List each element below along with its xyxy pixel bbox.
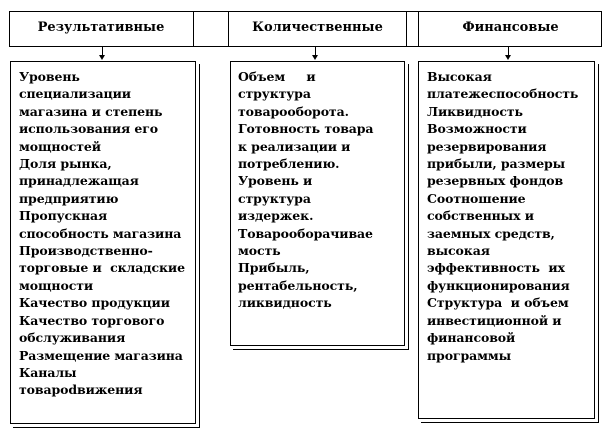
- financial-list: Высокая платежеспособность Ликвидность Возможности резервирования прибыли, размеры резервных фондов Соотношение собственных и заемных средств, высокая эффективность их функционирования Структура и объем инвестиционной и финансовой программы: [427, 69, 579, 363]
- header-results: Результативные: [9, 11, 194, 47]
- quantitative-list: Объем и структура товарооборота. Готовность товара к реализации и потреблению. Уровень и структура издержек. Товарооборачивае мость Прибыль, рентабельность, ликвидность: [238, 69, 374, 311]
- arrow-down-icon-3: [505, 55, 511, 60]
- results-box: [10, 61, 196, 424]
- results-list: Уровень специализации магазина и степень использования его мощностей Доля рынка, принадлежащая предприятию Пропускная способность магазина Производственно- торговые и складские мощности Качество продукции Качество торгового обслуживания Размещение магазина Каналы товарodвижения: [19, 69, 185, 398]
- header-quantitative: Количественные: [228, 11, 407, 47]
- arrow-down-icon-1: [99, 55, 105, 60]
- quantitative-box: [230, 61, 405, 346]
- financial-box: [418, 61, 595, 419]
- header-financial: Финансовые: [418, 11, 602, 47]
- arrow-down-icon-2: [312, 55, 318, 60]
